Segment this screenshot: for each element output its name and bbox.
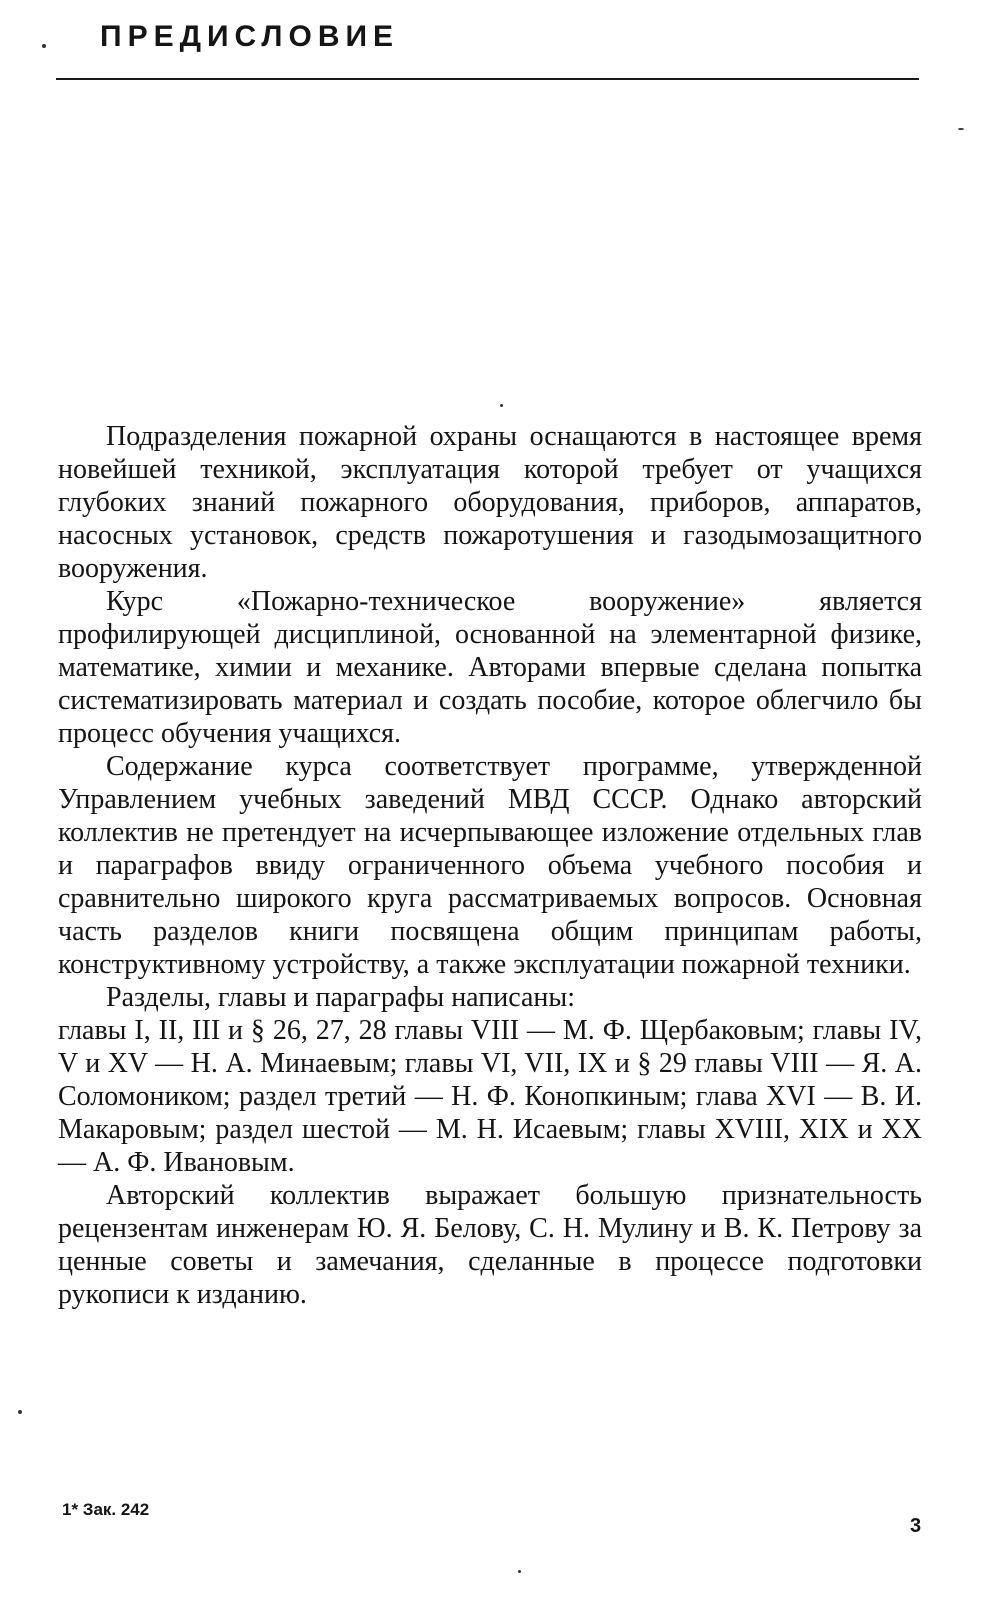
page-title: ПРЕДИСЛОВИЕ xyxy=(100,20,400,53)
page-number: 3 xyxy=(910,1515,922,1537)
paragraph-acknowledgement: Авторский коллектив выражает большую признательность рецензентам инженерам Ю. Я. Белову, С. Н. Мулину и В. К. Петрову за ценные советы и замечания, сделанные в процессе подготовки рукописи к изданию. xyxy=(58,1180,922,1310)
preface-body xyxy=(58,420,922,1311)
scan-speck xyxy=(518,1570,521,1573)
scan-speck xyxy=(18,1410,22,1414)
scan-speck xyxy=(958,128,964,130)
paragraph-authors-intro: Разделы, главы и параграфы написаны: xyxy=(106,982,575,1013)
paragraph-course: Курс «Пожарно-техническое вооружение» является профилирующей дисциплиной, основанной на элементарной физике, математике, химии и механике. Авторами впервые сделана попытка систематизировать материал и создать пособие, которое облегчило бы процесс обучения учащихся. xyxy=(58,586,922,749)
title-rule xyxy=(56,78,919,80)
scan-speck xyxy=(500,404,503,407)
printer-signature: 1* Зак. 242 xyxy=(62,1500,150,1519)
paragraph-intro: Подразделения пожарной охраны оснащаются в настоящее время новейшей техникой, эксплуатация которой требует от учащихся глубоких знаний пожарного оборудования, приборов, аппаратов, насосных установок, средств пожаротушения и газодымозащитного вооружения. xyxy=(58,421,922,584)
paragraph-content: Содержание курса соответствует программе, утвержденной Управлением учебных заведений МВД СССР. Однако авторский коллектив не претендует на исчерпывающее изложение отдельных глав и параграфов ввиду ограниченного объема учебного пособия и сравнительно широкого круга рассматриваемых вопросов. Основная часть разделов книги посвящена общим принципам работы, конструктивному устройству, а также эксплуатации пожарной техники. xyxy=(58,751,922,980)
paragraph-authors-list: главы I, II, III и § 26, 27, 28 главы VIII — М. Ф. Щербаковым; главы IV, V и XV — Н. А. Минаевым; главы VI, VII, IX и § 29 главы VIII — Я. А. Соломоником; раздел третий — Н. Ф. Конопкиным; глава XVI — В. И. Макаровым; раздел шестой — М. Н. Исаевым; главы XVIII, XIX и XX — А. Ф. Ивановым. xyxy=(58,1015,922,1178)
scan-speck xyxy=(42,44,46,48)
